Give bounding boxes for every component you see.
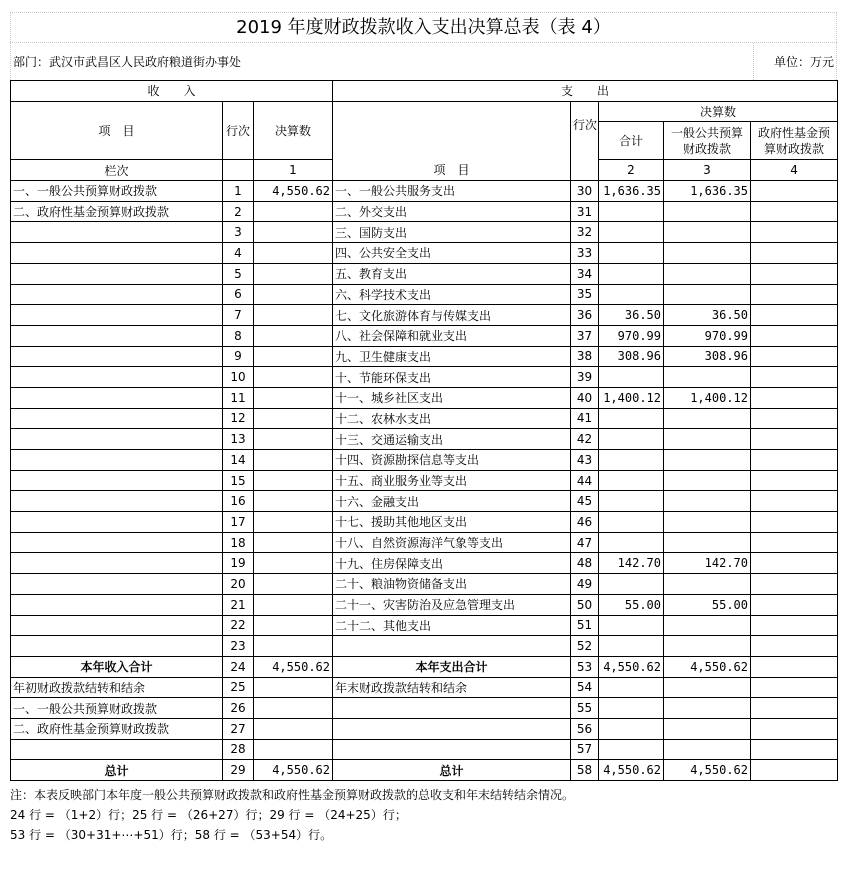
expense-item: 十二、农林水支出	[333, 408, 571, 429]
income-item	[11, 367, 223, 388]
table-row	[11, 408, 838, 429]
income-row-no: 12	[223, 408, 254, 429]
income-row-no: 26	[223, 698, 254, 719]
expense-fund	[751, 325, 838, 346]
income-item	[11, 450, 223, 471]
expense-row-no: 44	[571, 470, 599, 491]
income-item	[11, 387, 223, 408]
income-row-no: 17	[223, 512, 254, 533]
expense-row-no: 31	[571, 201, 599, 222]
income-item: 年初财政拨款结转和结余	[11, 677, 223, 698]
expense-row-no: 56	[571, 718, 599, 739]
income-amount	[254, 263, 333, 284]
expense-fund	[751, 615, 838, 636]
grand-total-row	[11, 760, 838, 781]
expense-row-no: 55	[571, 698, 599, 719]
expense-general	[664, 532, 751, 553]
carry-row	[11, 677, 838, 698]
expense-item	[333, 739, 571, 760]
expense-total	[599, 739, 664, 760]
expense-general: 142.70	[664, 553, 751, 574]
expense-fund	[751, 574, 838, 595]
table-row	[11, 574, 838, 595]
expense-total	[599, 408, 664, 429]
income-item	[11, 594, 223, 615]
expense-total: 4,550.62	[599, 656, 664, 677]
income-item: 一、一般公共预算财政拨款	[11, 181, 223, 202]
expense-row-no: 39	[571, 367, 599, 388]
expense-fund	[751, 263, 838, 284]
income-item	[11, 553, 223, 574]
expense-general	[664, 718, 751, 739]
income-item	[11, 636, 223, 657]
expense-row-no: 40	[571, 387, 599, 408]
expense-general	[664, 408, 751, 429]
expense-item: 十、节能环保支出	[333, 367, 571, 388]
income-item	[11, 470, 223, 491]
expense-row-no: 46	[571, 512, 599, 533]
expense-item: 二十、粮油物资储备支出	[333, 574, 571, 595]
income-amount	[254, 346, 333, 367]
income-item	[11, 346, 223, 367]
income-amount	[254, 470, 333, 491]
income-amount	[254, 532, 333, 553]
income-row-no: 18	[223, 532, 254, 553]
expense-total	[599, 636, 664, 657]
income-row-no: 6	[223, 284, 254, 305]
income-row-no: 27	[223, 718, 254, 739]
expense-fund	[751, 284, 838, 305]
footnote-2: 24 行 = （1+2）行；25 行 = （26+27）行；29 行 = （24+25）行；	[10, 808, 407, 822]
income-item: 本年收入合计	[11, 656, 223, 677]
income-row-no: 9	[223, 346, 254, 367]
budget-table	[10, 80, 838, 781]
expense-row-no: 47	[571, 532, 599, 553]
expense-fund	[751, 222, 838, 243]
expense-row-no: 34	[571, 263, 599, 284]
income-amount	[254, 367, 333, 388]
expense-general: 1,400.12	[664, 387, 751, 408]
table-row	[11, 243, 838, 264]
expense-fund	[751, 491, 838, 512]
expense-row-no: 36	[571, 305, 599, 326]
expense-total	[599, 677, 664, 698]
expense-general	[664, 450, 751, 471]
income-row-no: 5	[223, 263, 254, 284]
table-row	[11, 387, 838, 408]
expense-item: 三、国防支出	[333, 222, 571, 243]
expense-general	[664, 243, 751, 264]
table-row	[11, 450, 838, 471]
expense-row-no: 53	[571, 656, 599, 677]
expense-fund	[751, 181, 838, 202]
expense-fund	[751, 594, 838, 615]
expense-total	[599, 532, 664, 553]
carry-row	[11, 718, 838, 739]
report-title: 2019 年度财政拨款收入支出决算总表（表 4）	[10, 12, 837, 42]
income-item: 二、政府性基金预算财政拨款	[11, 201, 223, 222]
income-item	[11, 615, 223, 636]
expense-total: 36.50	[599, 305, 664, 326]
expense-item: 本年支出合计	[333, 656, 571, 677]
expense-row-no: 51	[571, 615, 599, 636]
income-item	[11, 325, 223, 346]
table-row	[11, 325, 838, 346]
expense-general: 36.50	[664, 305, 751, 326]
unit-label: 单位：万元	[753, 43, 836, 80]
expense-general	[664, 367, 751, 388]
expense-general	[664, 201, 751, 222]
table-row	[11, 532, 838, 553]
expense-general	[664, 284, 751, 305]
income-amount	[254, 718, 333, 739]
expense-fund	[751, 450, 838, 471]
expense-row-no: 43	[571, 450, 599, 471]
expense-total	[599, 718, 664, 739]
expense-total	[599, 243, 664, 264]
footnotes	[10, 785, 837, 845]
table-row	[11, 367, 838, 388]
income-amount	[254, 243, 333, 264]
expense-item: 十三、交通运输支出	[333, 429, 571, 450]
expense-row-no: 38	[571, 346, 599, 367]
expense-row-no: 30	[571, 181, 599, 202]
table-row	[11, 636, 838, 657]
expense-item: 十八、自然资源海洋气象等支出	[333, 532, 571, 553]
total-header: 合计	[599, 122, 664, 160]
expense-item: 一、一般公共服务支出	[333, 181, 571, 202]
table-row	[11, 181, 838, 202]
income-amount	[254, 387, 333, 408]
income-row-no: 1	[223, 181, 254, 202]
income-item	[11, 739, 223, 760]
expense-row-no: 35	[571, 284, 599, 305]
expense-general	[664, 470, 751, 491]
expense-total: 55.00	[599, 594, 664, 615]
income-row-no: 3	[223, 222, 254, 243]
carry-row	[11, 739, 838, 760]
income-row-no: 11	[223, 387, 254, 408]
expense-general: 970.99	[664, 325, 751, 346]
income-amount	[254, 305, 333, 326]
income-amount	[254, 450, 333, 471]
expense-general: 4,550.62	[664, 760, 751, 781]
income-col-label: 栏次	[11, 160, 223, 181]
expense-fund	[751, 367, 838, 388]
expense-item: 二、外交支出	[333, 201, 571, 222]
income-amount	[254, 739, 333, 760]
income-amount	[254, 491, 333, 512]
expense-total	[599, 222, 664, 243]
expense-total	[599, 263, 664, 284]
income-row-no: 7	[223, 305, 254, 326]
income-amount	[254, 201, 333, 222]
income-row-no: 29	[223, 760, 254, 781]
expense-item: 总计	[333, 760, 571, 781]
expense-fund	[751, 305, 838, 326]
expense-item: 五、教育支出	[333, 263, 571, 284]
income-item: 二、政府性基金预算财政拨款	[11, 718, 223, 739]
expense-item: 十五、商业服务业等支出	[333, 470, 571, 491]
expense-total	[599, 201, 664, 222]
expense-final-header: 决算数	[599, 101, 838, 122]
expense-total: 1,400.12	[599, 387, 664, 408]
expense-fund	[751, 698, 838, 719]
expense-item-header: 项 目	[333, 101, 571, 180]
income-row-no: 13	[223, 429, 254, 450]
table-row	[11, 429, 838, 450]
expense-total	[599, 429, 664, 450]
expense-total	[599, 470, 664, 491]
expense-item: 十四、资源勘探信息等支出	[333, 450, 571, 471]
expense-item: 九、卫生健康支出	[333, 346, 571, 367]
expense-total	[599, 615, 664, 636]
table-row	[11, 201, 838, 222]
income-amount: 4,550.62	[254, 656, 333, 677]
header-row-1	[11, 81, 838, 102]
income-item	[11, 305, 223, 326]
subtotal-row	[11, 656, 838, 677]
expense-total	[599, 698, 664, 719]
expense-general	[664, 615, 751, 636]
expense-item: 十一、城乡社区支出	[333, 387, 571, 408]
income-row-no: 2	[223, 201, 254, 222]
department-label: 部门：武汉市武昌区人民政府粮道街办事处	[13, 55, 242, 69]
income-row-no: 16	[223, 491, 254, 512]
expense-general: 1,636.35	[664, 181, 751, 202]
expense-total	[599, 491, 664, 512]
expense-row-no: 32	[571, 222, 599, 243]
col-index-3: 3	[664, 160, 751, 181]
expense-general: 4,550.62	[664, 656, 751, 677]
income-item: 一、一般公共预算财政拨款	[11, 698, 223, 719]
expense-fund	[751, 532, 838, 553]
col-index-4: 4	[751, 160, 838, 181]
income-row-no: 15	[223, 470, 254, 491]
header-row-2	[11, 101, 838, 122]
expense-item	[333, 698, 571, 719]
expense-general	[664, 636, 751, 657]
expense-fund	[751, 243, 838, 264]
income-rowno-header: 行次	[223, 101, 254, 160]
expense-fund	[751, 760, 838, 781]
expense-item: 二十一、灾害防治及应急管理支出	[333, 594, 571, 615]
income-row-no: 21	[223, 594, 254, 615]
expense-general	[664, 263, 751, 284]
table-row	[11, 346, 838, 367]
table-row	[11, 491, 838, 512]
expense-row-no: 50	[571, 594, 599, 615]
income-amount	[254, 325, 333, 346]
expense-item	[333, 718, 571, 739]
income-row-no: 24	[223, 656, 254, 677]
income-item	[11, 222, 223, 243]
expense-fund	[751, 553, 838, 574]
income-item	[11, 512, 223, 533]
expense-fund	[751, 470, 838, 491]
income-row-no: 28	[223, 739, 254, 760]
expense-row-no: 52	[571, 636, 599, 657]
income-amount	[254, 594, 333, 615]
expense-total: 308.96	[599, 346, 664, 367]
income-item	[11, 574, 223, 595]
expense-total: 4,550.62	[599, 760, 664, 781]
expense-total: 1,636.35	[599, 181, 664, 202]
expense-fund	[751, 656, 838, 677]
expense-general	[664, 491, 751, 512]
expense-fund	[751, 636, 838, 657]
table-row	[11, 553, 838, 574]
footnote-3: 53 行 = （30+31+⋯+51）行；58 行 = （53+54）行。	[10, 828, 333, 842]
expense-fund	[751, 677, 838, 698]
income-item	[11, 532, 223, 553]
income-amount	[254, 284, 333, 305]
income-row-no: 10	[223, 367, 254, 388]
expense-item: 十六、金融支出	[333, 491, 571, 512]
report-meta	[10, 42, 837, 80]
income-header: 收 入	[11, 81, 333, 102]
expense-item: 四、公共安全支出	[333, 243, 571, 264]
expense-fund	[751, 387, 838, 408]
table-row	[11, 512, 838, 533]
table-row	[11, 263, 838, 284]
fund-header: 政府性基金预算财政拨款	[751, 122, 838, 160]
expense-item: 年末财政拨款结转和结余	[333, 677, 571, 698]
income-row-no: 23	[223, 636, 254, 657]
expense-fund	[751, 201, 838, 222]
expense-total	[599, 450, 664, 471]
table-row	[11, 594, 838, 615]
income-amount	[254, 677, 333, 698]
carry-row	[11, 698, 838, 719]
expense-total	[599, 284, 664, 305]
income-amount	[254, 615, 333, 636]
income-row-no: 19	[223, 553, 254, 574]
expense-item: 十九、住房保障支出	[333, 553, 571, 574]
col-index-2: 2	[599, 160, 664, 181]
income-amount: 4,550.62	[254, 181, 333, 202]
income-amount	[254, 553, 333, 574]
expense-fund	[751, 718, 838, 739]
expense-total	[599, 512, 664, 533]
expense-total	[599, 574, 664, 595]
expense-general	[664, 739, 751, 760]
expense-rowno-header: 行次	[571, 101, 599, 180]
income-item	[11, 491, 223, 512]
income-item	[11, 429, 223, 450]
income-amount	[254, 429, 333, 450]
expense-general	[664, 429, 751, 450]
table-row	[11, 470, 838, 491]
table-row	[11, 615, 838, 636]
expense-general	[664, 512, 751, 533]
expense-row-no: 48	[571, 553, 599, 574]
income-row-no: 4	[223, 243, 254, 264]
expense-row-no: 57	[571, 739, 599, 760]
table-row	[11, 284, 838, 305]
income-item	[11, 243, 223, 264]
income-item: 总计	[11, 760, 223, 781]
expense-fund	[751, 346, 838, 367]
expense-general	[664, 222, 751, 243]
expense-general: 55.00	[664, 594, 751, 615]
expense-row-no: 45	[571, 491, 599, 512]
expense-general	[664, 677, 751, 698]
income-amount	[254, 574, 333, 595]
income-amount: 4,550.62	[254, 760, 333, 781]
expense-general	[664, 698, 751, 719]
expense-item: 二十二、其他支出	[333, 615, 571, 636]
expense-total	[599, 367, 664, 388]
income-row-no: 22	[223, 615, 254, 636]
table-row	[11, 305, 838, 326]
expense-fund	[751, 512, 838, 533]
footnote-1: 注：本表反映部门本年度一般公共预算财政拨款和政府性基金预算财政拨款的总收支和年末结转结余情况。	[10, 788, 575, 802]
expense-row-no: 41	[571, 408, 599, 429]
expense-row-no: 42	[571, 429, 599, 450]
income-amount	[254, 636, 333, 657]
general-header: 一般公共预算财政拨款	[664, 122, 751, 160]
expense-row-no: 54	[571, 677, 599, 698]
expense-general	[664, 574, 751, 595]
col-index-1: 1	[254, 160, 333, 181]
income-item	[11, 408, 223, 429]
expense-header: 支 出	[333, 81, 838, 102]
expense-fund	[751, 739, 838, 760]
expense-row-no: 49	[571, 574, 599, 595]
income-item	[11, 263, 223, 284]
expense-row-no: 58	[571, 760, 599, 781]
expense-item	[333, 636, 571, 657]
income-row-no: 8	[223, 325, 254, 346]
expense-general: 308.96	[664, 346, 751, 367]
expense-fund	[751, 429, 838, 450]
expense-row-no: 33	[571, 243, 599, 264]
income-amount	[254, 512, 333, 533]
expense-item: 十七、援助其他地区支出	[333, 512, 571, 533]
income-item-header: 项 目	[11, 101, 223, 160]
table-row	[11, 222, 838, 243]
income-amount	[254, 222, 333, 243]
income-final-header: 决算数	[254, 101, 333, 160]
expense-item: 七、文化旅游体育与传媒支出	[333, 305, 571, 326]
expense-row-no: 37	[571, 325, 599, 346]
report-sheet	[10, 12, 837, 845]
income-row-no: 25	[223, 677, 254, 698]
expense-item: 八、社会保障和就业支出	[333, 325, 571, 346]
income-item	[11, 284, 223, 305]
expense-total: 142.70	[599, 553, 664, 574]
income-row-no: 20	[223, 574, 254, 595]
income-amount	[254, 698, 333, 719]
income-row-no: 14	[223, 450, 254, 471]
expense-item: 六、科学技术支出	[333, 284, 571, 305]
income-amount	[254, 408, 333, 429]
expense-total: 970.99	[599, 325, 664, 346]
expense-fund	[751, 408, 838, 429]
